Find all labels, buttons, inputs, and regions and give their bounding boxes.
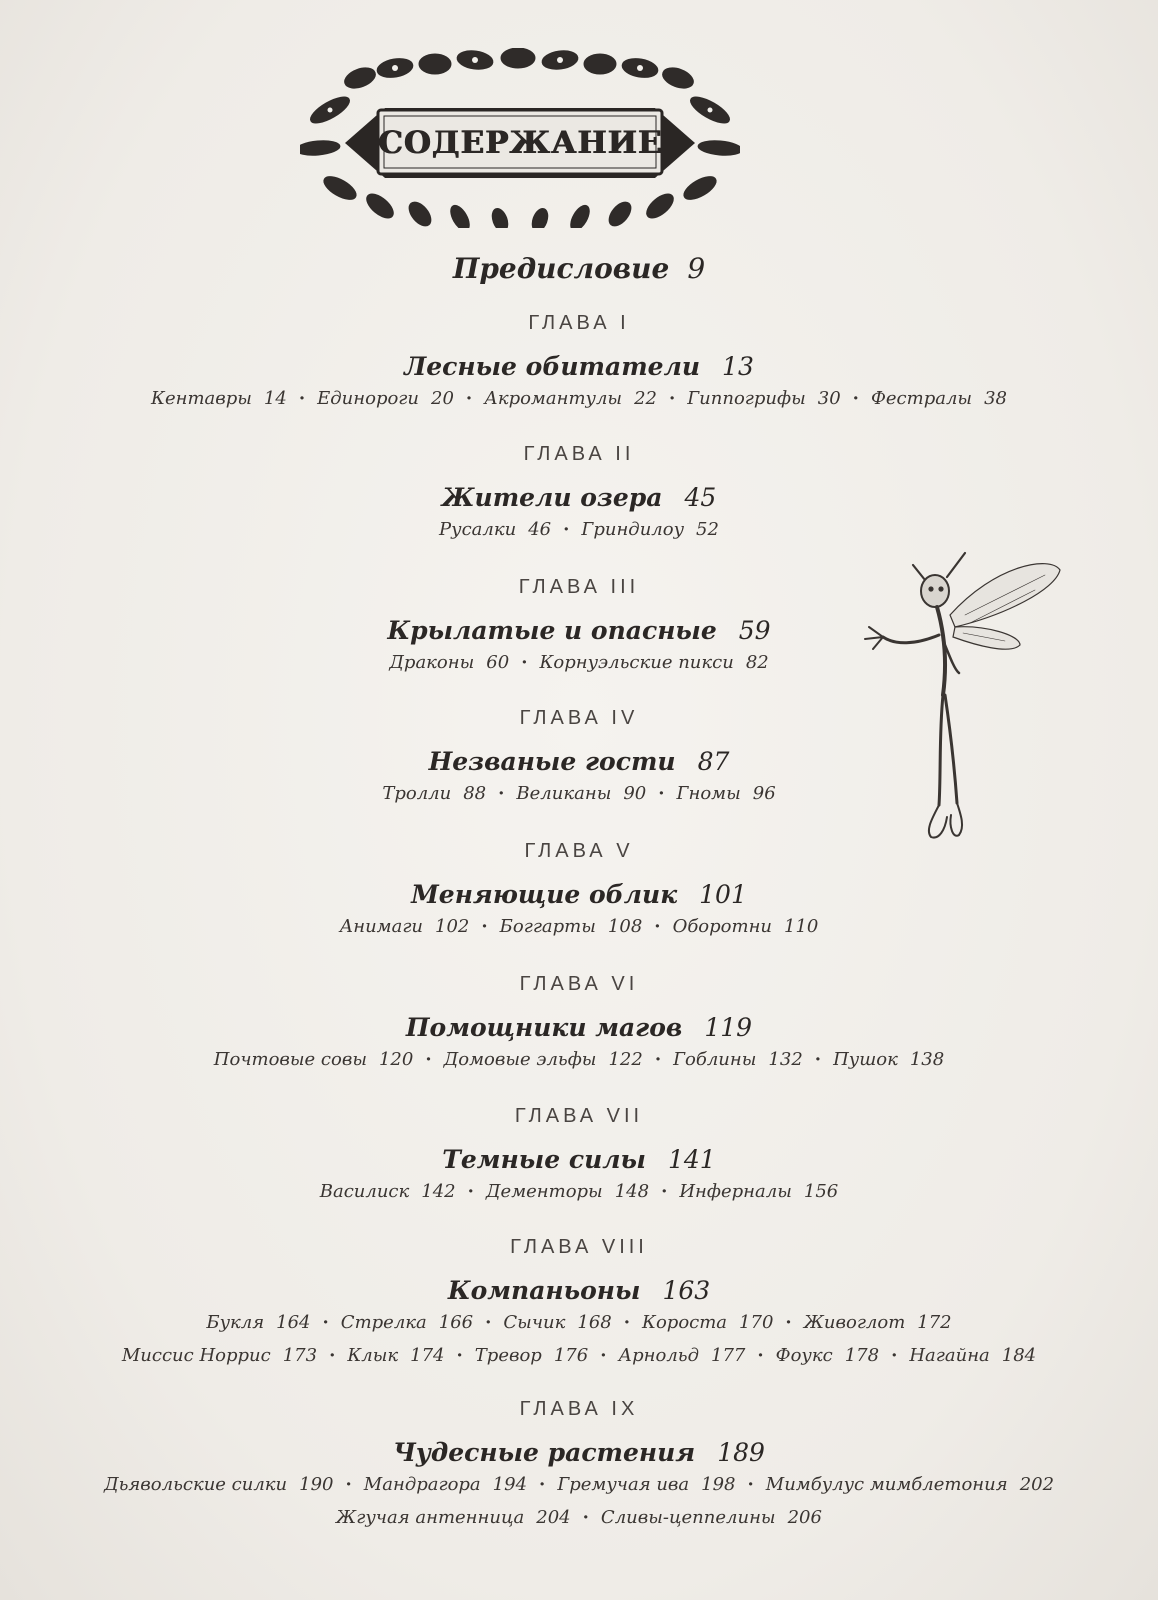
subsection-name: Арнольд xyxy=(618,1345,699,1366)
subsection-entry[interactable] xyxy=(677,783,776,804)
chapter-title: Лесные обитатели xyxy=(404,352,701,381)
chapter-title: Чудесные растения xyxy=(393,1438,696,1467)
subsection-page: 178 xyxy=(844,1345,880,1366)
subsection-entry[interactable] xyxy=(486,1181,649,1202)
separator-dot: · xyxy=(521,652,528,673)
subsection-name: Оборотни xyxy=(672,916,773,937)
chapter-title: Крылатые и опасные xyxy=(387,616,717,645)
subsection-entry[interactable] xyxy=(382,783,486,804)
chapter-page: 59 xyxy=(738,616,771,645)
subsection-name: Тролли xyxy=(382,783,452,804)
chapter-page: 13 xyxy=(722,352,754,381)
subsection-page: 176 xyxy=(553,1345,589,1366)
subsection-entry[interactable] xyxy=(151,388,287,409)
subsection-name: Корнуэльские пикси xyxy=(539,652,734,673)
subsection-name: Живоглот xyxy=(803,1312,906,1333)
subsection-page: 102 xyxy=(435,916,470,937)
chapter-page: 45 xyxy=(684,483,717,512)
subsection-page: 164 xyxy=(276,1312,311,1333)
subsection-entry[interactable] xyxy=(804,1312,952,1333)
subsection-page: 156 xyxy=(803,1181,839,1202)
separator-dot: · xyxy=(563,519,570,540)
subsection-page: 30 xyxy=(817,388,841,409)
subsection-entry[interactable] xyxy=(364,1474,527,1495)
chapter-label: ГЛАВА VII xyxy=(514,1105,644,1127)
subsection-page: 177 xyxy=(711,1345,746,1366)
subsection-entry[interactable] xyxy=(557,1474,735,1495)
separator-dot: · xyxy=(654,916,661,937)
chapter-title-entry[interactable] xyxy=(0,1438,1158,1467)
subsection-entry[interactable] xyxy=(104,1474,334,1495)
subsection-page: 122 xyxy=(608,1049,643,1070)
chapter-title-entry[interactable] xyxy=(0,1276,1158,1305)
separator-dot: · xyxy=(600,1345,607,1366)
subsection-entry[interactable] xyxy=(642,1312,773,1333)
subsection-entry[interactable] xyxy=(317,388,454,409)
subsection-line xyxy=(0,1181,1158,1202)
subsection-page: 173 xyxy=(282,1345,318,1366)
subsection-page: 52 xyxy=(696,519,719,540)
subsection-page: 198 xyxy=(701,1474,736,1495)
separator-dot: · xyxy=(814,1049,822,1070)
subsection-entry[interactable] xyxy=(539,652,768,673)
subsection-name: Пушок xyxy=(833,1049,898,1070)
chapter-label: ГЛАВА III xyxy=(518,576,640,598)
chapter-label: ГЛАВА V xyxy=(524,840,634,862)
subsection-page: 166 xyxy=(438,1312,474,1333)
subsection-entry[interactable] xyxy=(444,1049,643,1070)
subsection-page: 168 xyxy=(577,1312,612,1333)
subsection-entry[interactable] xyxy=(320,1181,456,1202)
separator-dot: · xyxy=(329,1345,336,1366)
subsection-name: Инферналы xyxy=(679,1181,792,1202)
subsection-name: Короста xyxy=(642,1312,728,1333)
subsection-name: Букля xyxy=(206,1312,265,1333)
subsection-name: Тревор xyxy=(474,1345,542,1366)
chapter-label: ГЛАВА II xyxy=(523,443,635,465)
chapter-title: Помощники магов xyxy=(405,1013,683,1042)
subsection-line xyxy=(0,519,1158,540)
chapter-title-entry[interactable] xyxy=(0,483,1158,512)
separator-dot: · xyxy=(852,388,859,409)
separator-dot: · xyxy=(747,1474,754,1495)
subsection-name: Гномы xyxy=(676,783,741,804)
subsection-entry[interactable] xyxy=(503,1312,611,1333)
separator-dot: · xyxy=(623,1312,631,1333)
subsection-entry[interactable] xyxy=(341,1312,473,1333)
subsection-entry[interactable] xyxy=(909,1345,1036,1366)
chapter-label: ГЛАВА I xyxy=(528,312,630,334)
subsection-name: Гремучая ива xyxy=(557,1474,690,1495)
subsection-entry[interactable] xyxy=(673,1049,803,1070)
contents-banner xyxy=(300,48,740,228)
subsection-page: 184 xyxy=(1001,1345,1037,1366)
chapter-label: ГЛАВА VI xyxy=(519,973,639,995)
chapter-label: ГЛАВА IX xyxy=(519,1398,639,1420)
subsection-name: Гоблины xyxy=(673,1049,757,1070)
separator-dot: · xyxy=(668,388,676,409)
subsection-name: Акромантулы xyxy=(484,388,623,409)
subsection-name: Кентавры xyxy=(151,388,252,409)
separator-dot: · xyxy=(757,1345,764,1366)
chapter-title: Незваные гости xyxy=(428,747,676,776)
chapter-title-entry[interactable] xyxy=(0,1013,1158,1042)
subsection-page: 38 xyxy=(984,388,1007,409)
subsection-name: Гриндилоу xyxy=(581,519,685,540)
separator-dot: · xyxy=(785,1312,792,1333)
subsection-page: 172 xyxy=(917,1312,952,1333)
subsection-line xyxy=(0,1312,1158,1333)
subsection-line xyxy=(0,388,1158,409)
chapter-page: 87 xyxy=(697,747,730,776)
subsection-page: 96 xyxy=(752,783,776,804)
subsection-page: 108 xyxy=(607,916,643,937)
subsection-name: Драконы xyxy=(389,652,475,673)
subsection-page: 194 xyxy=(492,1474,528,1495)
subsection-page: 110 xyxy=(784,916,819,937)
subsection-entry[interactable] xyxy=(673,916,819,937)
chapter-label: ГЛАВА IV xyxy=(519,707,639,729)
chapter-page: 163 xyxy=(662,1276,711,1305)
subsection-line xyxy=(0,916,1158,937)
subsection-name: Мимбулус мимблетония xyxy=(765,1474,1008,1495)
subsection-page: 22 xyxy=(634,388,657,409)
subsection-name: Сливы-цеппелины xyxy=(600,1507,776,1528)
subsection-name: Анимаги xyxy=(339,916,424,937)
subsection-line xyxy=(0,1474,1158,1495)
subsection-name: Клык xyxy=(347,1345,399,1366)
subsection-page: 14 xyxy=(263,388,287,409)
contents-title: СОДЕРЖАНИЕ xyxy=(377,125,663,161)
chapter-title: Темные силы xyxy=(442,1145,646,1174)
separator-dot: · xyxy=(539,1474,546,1495)
subsection-entry[interactable] xyxy=(833,1049,944,1070)
subsection-name: Фоукс xyxy=(775,1345,833,1366)
subsection-page: 170 xyxy=(739,1312,774,1333)
subsection-entry[interactable] xyxy=(618,1345,745,1366)
subsection-name: Почтовые совы xyxy=(213,1049,367,1070)
subsection-name: Фестралы xyxy=(870,388,973,409)
subsection-page: 190 xyxy=(299,1474,334,1495)
subsection-page: 204 xyxy=(536,1507,571,1528)
subsection-page: 82 xyxy=(745,652,769,673)
subsection-entry[interactable] xyxy=(206,1312,310,1333)
separator-dot: · xyxy=(467,1181,474,1202)
subsection-entry[interactable] xyxy=(340,916,470,937)
subsection-entry[interactable] xyxy=(439,519,551,540)
subsection-entry[interactable] xyxy=(347,1345,444,1366)
subsection-entry[interactable] xyxy=(766,1474,1054,1495)
chapter-title: Компаньоны xyxy=(447,1276,641,1305)
subsection-name: Мандрагора xyxy=(363,1474,481,1495)
chapter-title: Меняющие облик xyxy=(411,880,678,909)
separator-dot: · xyxy=(658,783,665,804)
preface-label: Предисловие xyxy=(452,252,670,285)
separator-dot: · xyxy=(425,1049,432,1070)
separator-dot: · xyxy=(582,1507,589,1528)
chapter-page: 141 xyxy=(667,1145,716,1174)
separator-dot: · xyxy=(345,1474,352,1495)
subsection-line xyxy=(0,1345,1158,1366)
subsection-name: Дьявольские силки xyxy=(103,1474,288,1495)
subsection-page: 88 xyxy=(463,783,487,804)
subsection-page: 90 xyxy=(623,783,647,804)
chapter-page: 189 xyxy=(717,1438,765,1467)
subsection-page: 46 xyxy=(528,519,552,540)
chapter-title-entry[interactable] xyxy=(0,352,1158,381)
subsection-name: Василиск xyxy=(319,1181,410,1202)
separator-dot: · xyxy=(654,1049,662,1070)
subsection-entry[interactable] xyxy=(475,1345,588,1366)
separator-dot: · xyxy=(465,388,473,409)
subsection-page: 206 xyxy=(787,1507,822,1528)
chapter-title: Жители озера xyxy=(441,483,663,512)
subsection-page: 120 xyxy=(378,1049,414,1070)
subsection-page: 148 xyxy=(614,1181,650,1202)
subsection-name: Русалки xyxy=(439,519,517,540)
subsection-name: Боггарты xyxy=(499,916,596,937)
subsection-entry[interactable] xyxy=(500,916,643,937)
subsection-entry[interactable] xyxy=(871,388,1007,409)
separator-dot: · xyxy=(298,388,306,409)
fairy-illustration xyxy=(855,545,1085,855)
subsection-entry[interactable] xyxy=(122,1345,317,1366)
subsection-entry[interactable] xyxy=(214,1049,414,1070)
subsection-entry[interactable] xyxy=(679,1181,838,1202)
subsection-name: Сычик xyxy=(503,1312,566,1333)
subsection-line xyxy=(0,1507,1158,1528)
preface-page: 9 xyxy=(687,252,706,285)
subsection-page: 202 xyxy=(1019,1474,1055,1495)
subsection-entry[interactable] xyxy=(776,1345,879,1366)
subsection-name: Стрелка xyxy=(340,1312,427,1333)
subsection-name: Дементоры xyxy=(485,1181,603,1202)
subsection-page: 142 xyxy=(421,1181,456,1202)
subsection-line xyxy=(0,1049,1158,1070)
subsection-name: Нагайна xyxy=(909,1345,990,1366)
separator-dot: · xyxy=(661,1181,668,1202)
subsection-entry[interactable] xyxy=(687,388,840,409)
separator-dot: · xyxy=(891,1345,898,1366)
chapter-label: ГЛАВА VIII xyxy=(510,1236,648,1258)
subsection-page: 138 xyxy=(909,1049,945,1070)
subsection-entry[interactable] xyxy=(581,519,719,540)
subsection-page: 132 xyxy=(768,1049,803,1070)
separator-dot: · xyxy=(456,1345,463,1366)
subsection-name: Великаны xyxy=(516,783,612,804)
separator-dot: · xyxy=(498,783,505,804)
subsection-entry[interactable] xyxy=(336,1507,571,1528)
subsection-name: Миссис Норрис xyxy=(121,1345,271,1366)
chapter-title-entry[interactable] xyxy=(0,1145,1158,1174)
subsection-entry[interactable] xyxy=(389,652,509,673)
separator-dot: · xyxy=(322,1312,329,1333)
chapter-title-entry[interactable] xyxy=(0,880,1158,909)
subsection-name: Жгучая антенница xyxy=(336,1507,525,1528)
subsection-page: 20 xyxy=(431,388,454,409)
subsection-page: 174 xyxy=(410,1345,445,1366)
subsection-name: Домовые эльфы xyxy=(443,1049,597,1070)
separator-dot: · xyxy=(485,1312,492,1333)
subsection-entry[interactable] xyxy=(516,783,646,804)
preface-entry[interactable] xyxy=(0,252,1158,285)
chapter-page: 119 xyxy=(704,1013,753,1042)
subsection-entry[interactable] xyxy=(601,1507,822,1528)
chapter-page: 101 xyxy=(699,880,747,909)
separator-dot: · xyxy=(481,916,488,937)
subsection-page: 60 xyxy=(486,652,510,673)
subsection-name: Единороги xyxy=(317,388,419,409)
subsection-entry[interactable] xyxy=(484,388,657,409)
subsection-name: Гиппогрифы xyxy=(687,388,806,409)
